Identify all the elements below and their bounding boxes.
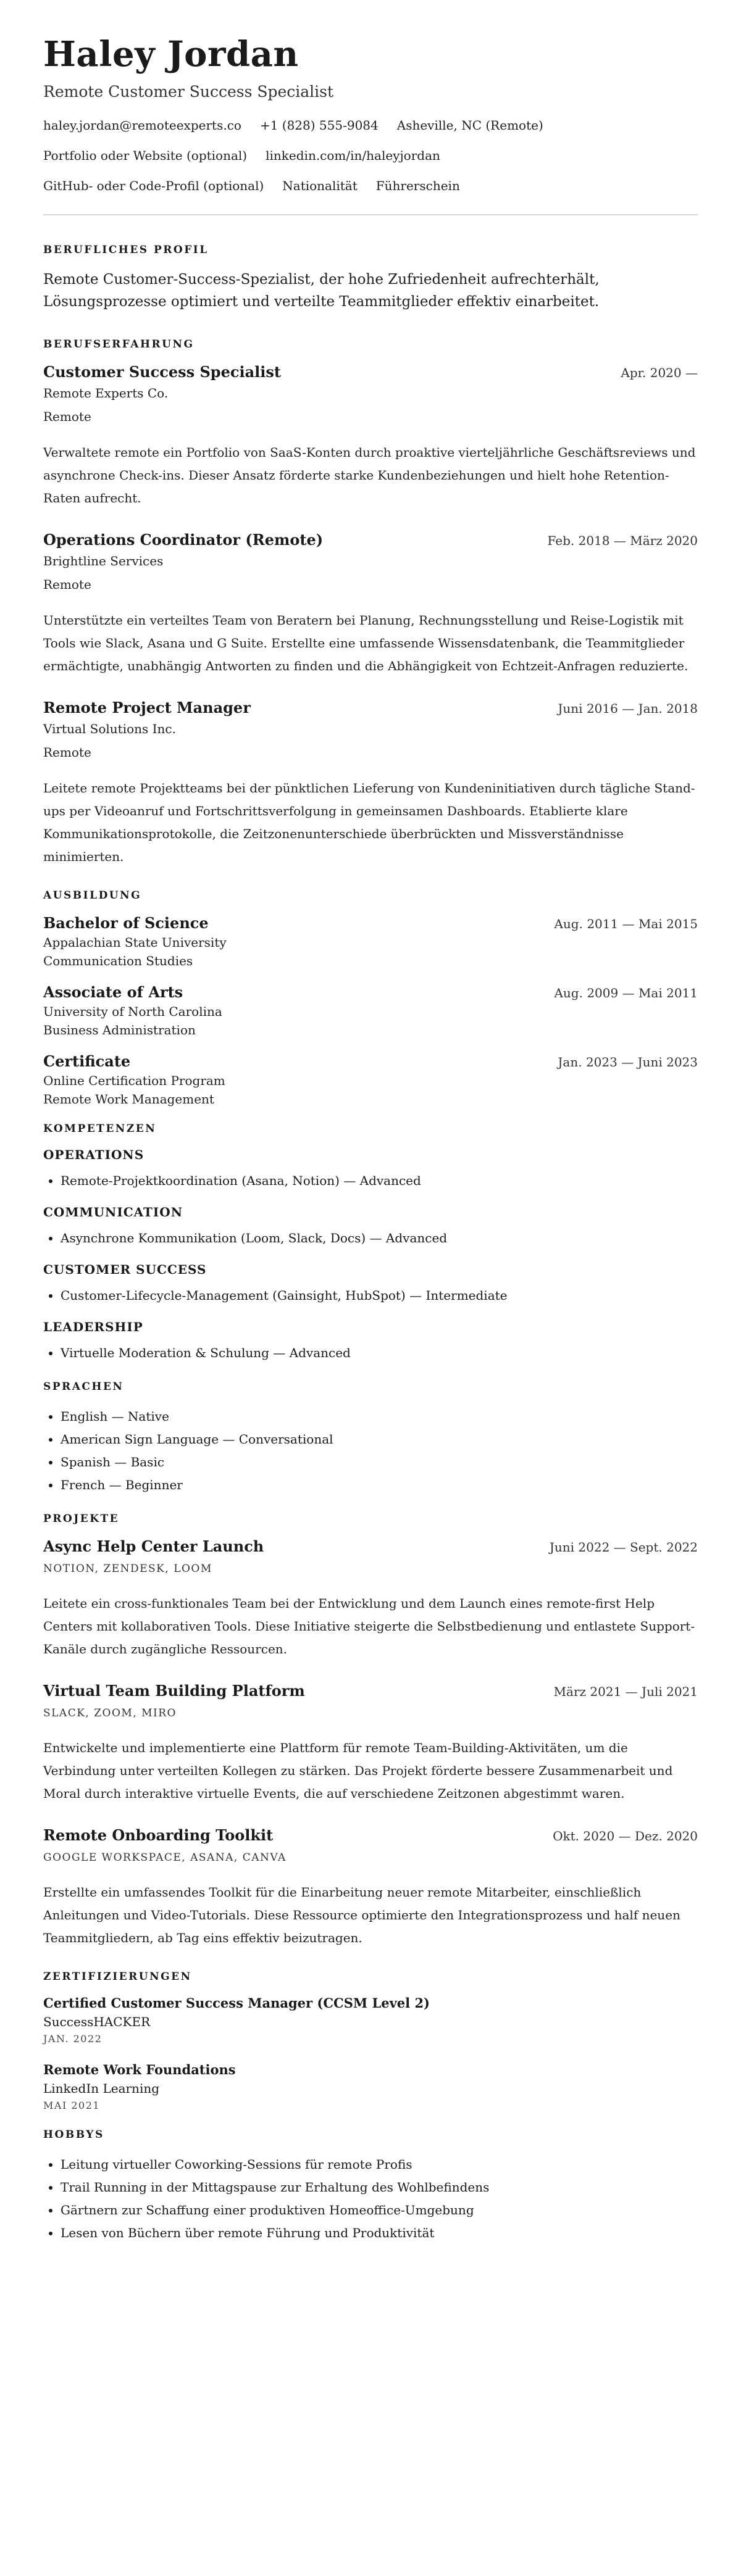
school-name: Online Certification Program bbox=[43, 1073, 225, 1089]
hobby-item: • Lesen von Büchern über remote Führung und Produktivität bbox=[61, 2222, 698, 2245]
hobby-item: • Trail Running in der Mittagspause zur Erhaltung des Wohlbefindens bbox=[61, 2176, 698, 2199]
degree-title: Bachelor of Science bbox=[43, 914, 209, 933]
contact-row-1 bbox=[43, 118, 698, 133]
certification-entry bbox=[43, 1995, 698, 2045]
skill-item: • Virtuelle Moderation & Schulung — Advanced bbox=[61, 1342, 698, 1365]
skill-list bbox=[43, 1170, 698, 1192]
field-of-study: Business Administration bbox=[43, 1023, 196, 1038]
school-name: Appalachian State University bbox=[43, 935, 227, 950]
contact-github[interactable]: GitHub- oder Code-Profil (optional) bbox=[43, 178, 264, 193]
job-date: Feb. 2018 — März 2020 bbox=[547, 533, 698, 549]
skill-category: CUSTOMER SUCCESS bbox=[43, 1262, 207, 1278]
language-item: • English — Native bbox=[61, 1405, 698, 1428]
hobby-list bbox=[43, 2153, 698, 2245]
skill-item: • Asynchrone Kommunikation (Loom, Slack, Docs) — Advanced bbox=[61, 1227, 698, 1250]
job-title: Customer Success Specialist bbox=[43, 363, 281, 381]
project-entry bbox=[43, 1682, 698, 1805]
skill-list bbox=[43, 1227, 698, 1250]
section-title-experience: BERUFSERFAHRUNG bbox=[43, 338, 195, 351]
candidate-title: Remote Customer Success Specialist bbox=[43, 82, 334, 101]
job-description: Verwaltete remote ein Portfolio von SaaS-Konten durch proaktive vierteljährliche Geschäftsreviews und asynchrone Check-ins. Dieser Ansatz förderte starke Kundenbeziehungen und hielt hohe Retention-Raten aufrecht. bbox=[43, 445, 696, 506]
contact-email[interactable]: haley.jordan@remoteexperts.co bbox=[43, 117, 241, 133]
skill-category: LEADERSHIP bbox=[43, 1319, 143, 1335]
candidate-name: Haley Jordan bbox=[43, 34, 299, 75]
skill-category: COMMUNICATION bbox=[43, 1205, 183, 1220]
contact-license: Führerschein bbox=[375, 178, 460, 193]
job-description: Unterstützte ein verteiltes Team von Beratern bei Planung, Rechnungsstellung und Reise-Logistik mit Tools wie Slack, Asana und G Suite. Erstellte eine umfassende Wissensdatenbank, die Teammitglieder ermächtigte, unabhängig Antworten zu finden und die Abhängigkeit von Echtzeit-Anfragen reduzierte. bbox=[43, 613, 689, 674]
language-list bbox=[43, 1405, 698, 1497]
contact-location: Asheville, NC (Remote) bbox=[396, 117, 543, 133]
section-title-languages: SPRACHEN bbox=[43, 1381, 124, 1394]
job-title: Operations Coordinator (Remote) bbox=[43, 531, 324, 549]
job-company: Virtual Solutions Inc. bbox=[43, 721, 176, 737]
education-entry bbox=[43, 983, 698, 1037]
skill-item: • Customer-Lifecycle-Management (Gainsight, HubSpot) — Intermediate bbox=[61, 1284, 698, 1307]
skill-item: • Remote-Projektkoordination (Asana, Notion) — Advanced bbox=[61, 1170, 698, 1192]
contact-linkedin[interactable]: linkedin.com/in/haleyjordan bbox=[266, 147, 440, 163]
degree-date: Aug. 2011 — Mai 2015 bbox=[554, 916, 698, 932]
project-entry bbox=[43, 1826, 698, 1950]
skill-list bbox=[43, 1342, 698, 1365]
job-title: Remote Project Manager bbox=[43, 699, 251, 717]
degree-title: Associate of Arts bbox=[43, 983, 183, 1002]
project-description: Erstellte ein umfassendes Toolkit für die Einarbeitung neuer remote Mitarbeiter, einschließlich Anleitungen und Video-Tutorials. Diese Ressource optimierte den Integrationsprozess und half neuen Teammitgliedern, ab Tag eins effektiv beizutragen. bbox=[43, 1885, 680, 1946]
certification-date: MAI 2021 bbox=[43, 2100, 101, 2112]
field-of-study: Communication Studies bbox=[43, 954, 193, 969]
degree-date: Jan. 2023 — Juni 2023 bbox=[558, 1055, 698, 1070]
experience-entry bbox=[43, 699, 698, 868]
language-item: • French — Beginner bbox=[61, 1474, 698, 1497]
project-date: Juni 2022 — Sept. 2022 bbox=[549, 1540, 698, 1555]
education-entry bbox=[43, 1052, 698, 1107]
project-tech: NOTION, ZENDESK, LOOM bbox=[43, 1563, 212, 1576]
section-title-projects: PROJEKTE bbox=[43, 1513, 120, 1526]
certification-issuer: LinkedIn Learning bbox=[43, 2081, 160, 2096]
job-date: Apr. 2020 — bbox=[621, 365, 698, 381]
certifications-section bbox=[43, 1971, 698, 2111]
certification-issuer: SuccessHACKER bbox=[43, 2014, 151, 2030]
language-item: • American Sign Language — Conversational bbox=[61, 1428, 698, 1451]
contact-phone[interactable]: +1 (828) 555-9084 bbox=[259, 117, 379, 133]
project-tech: GOOGLE WORKSPACE, ASANA, CANVA bbox=[43, 1851, 287, 1864]
header-divider bbox=[43, 214, 698, 215]
project-title: Async Help Center Launch bbox=[43, 1537, 264, 1556]
project-title: Virtual Team Building Platform bbox=[43, 1682, 305, 1700]
section-title-profile: BERUFLICHES PROFIL bbox=[43, 243, 209, 256]
contact-portfolio[interactable]: Portfolio oder Website (optional) bbox=[43, 147, 248, 163]
section-title-education: AUSBILDUNG bbox=[43, 889, 142, 902]
certification-date: JAN. 2022 bbox=[43, 2033, 103, 2045]
experience-entry bbox=[43, 531, 698, 678]
contact-row-3 bbox=[43, 178, 698, 193]
project-date: Okt. 2020 — Dez. 2020 bbox=[553, 1829, 698, 1844]
hobby-item: • Gärtnern zur Schaffung einer produktiven Homeoffice-Umgebung bbox=[61, 2199, 698, 2222]
job-location: Remote bbox=[43, 577, 91, 592]
job-company: Brightline Services bbox=[43, 554, 164, 569]
project-description: Entwickelte und implementierte eine Plattform für remote Team-Building-Aktivitäten, um die Verbindung unter verteilten Kollegen zu stärken. Das Projekt förderte bessere Zusammenarbeit und Moral durch interaktive virtuelle Events, die auf verschiedene Zeitzonen abgestimmt waren. bbox=[43, 1740, 673, 1801]
section-title-certifications: ZERTIFIZIERUNGEN bbox=[43, 1971, 192, 1984]
job-location: Remote bbox=[43, 745, 91, 760]
language-item: • Spanish — Basic bbox=[61, 1451, 698, 1474]
job-date: Juni 2016 — Jan. 2018 bbox=[558, 701, 698, 717]
job-company: Remote Experts Co. bbox=[43, 386, 169, 401]
experience-section bbox=[43, 338, 698, 868]
certification-name: Certified Customer Success Manager (CCSM Level 2) bbox=[43, 1995, 430, 2011]
experience-entry bbox=[43, 363, 698, 510]
certification-name: Remote Work Foundations bbox=[43, 2062, 236, 2078]
contact-row-2 bbox=[43, 148, 698, 163]
project-title: Remote Onboarding Toolkit bbox=[43, 1826, 274, 1845]
projects-section bbox=[43, 1513, 698, 1950]
degree-date: Aug. 2009 — Mai 2011 bbox=[554, 986, 698, 1001]
project-entry bbox=[43, 1537, 698, 1661]
education-section bbox=[43, 889, 698, 1107]
project-date: März 2021 — Juli 2021 bbox=[553, 1684, 698, 1700]
resume-header bbox=[43, 36, 698, 193]
certification-entry bbox=[43, 2062, 698, 2111]
education-entry bbox=[43, 914, 698, 968]
project-tech: SLACK, ZOOM, MIRO bbox=[43, 1707, 177, 1720]
job-description: Leitete remote Projektteams bei der pünktlichen Lieferung von Kundeninitiativen durch tägliche Stand-ups per Videoanruf und Fortschrittsverfolgung in gemeinsamen Dashboards. Etablierte klare Kommunikationsprotokolle, die Zeitzonenunterschiede überbrückten und Missverständnisse minimierten. bbox=[43, 781, 695, 865]
profile-summary: Remote Customer-Success-Spezialist, der hohe Zufriedenheit aufrechterhält, Lösungsprozesse optimiert und verteilte Teammitglieder effektiv einarbeitet. bbox=[43, 271, 600, 310]
project-description: Leitete ein cross-funktionales Team bei der Entwicklung und dem Launch eines remote-first Help Centers mit kollaborativen Tools. Diese Initiative steigerte die Selbstbedienung und entlastete Support-Kanäle durch zugängliche Ressourcen. bbox=[43, 1596, 695, 1657]
degree-title: Certificate bbox=[43, 1052, 131, 1071]
field-of-study: Remote Work Management bbox=[43, 1092, 214, 1107]
job-location: Remote bbox=[43, 409, 91, 425]
hobby-item: • Leitung virtueller Coworking-Sessions für remote Profis bbox=[61, 2153, 698, 2176]
languages-section bbox=[43, 1381, 698, 1497]
section-title-skills: KOMPETENZEN bbox=[43, 1123, 157, 1136]
contact-nationality: Nationalität bbox=[282, 178, 358, 193]
section-title-hobbies: HOBBYS bbox=[43, 2129, 104, 2142]
school-name: University of North Carolina bbox=[43, 1004, 222, 1020]
skills-section bbox=[43, 1123, 698, 1365]
skill-category: OPERATIONS bbox=[43, 1147, 144, 1163]
skill-list bbox=[43, 1284, 698, 1307]
profile-section bbox=[43, 244, 698, 314]
hobbies-section bbox=[43, 2129, 698, 2245]
